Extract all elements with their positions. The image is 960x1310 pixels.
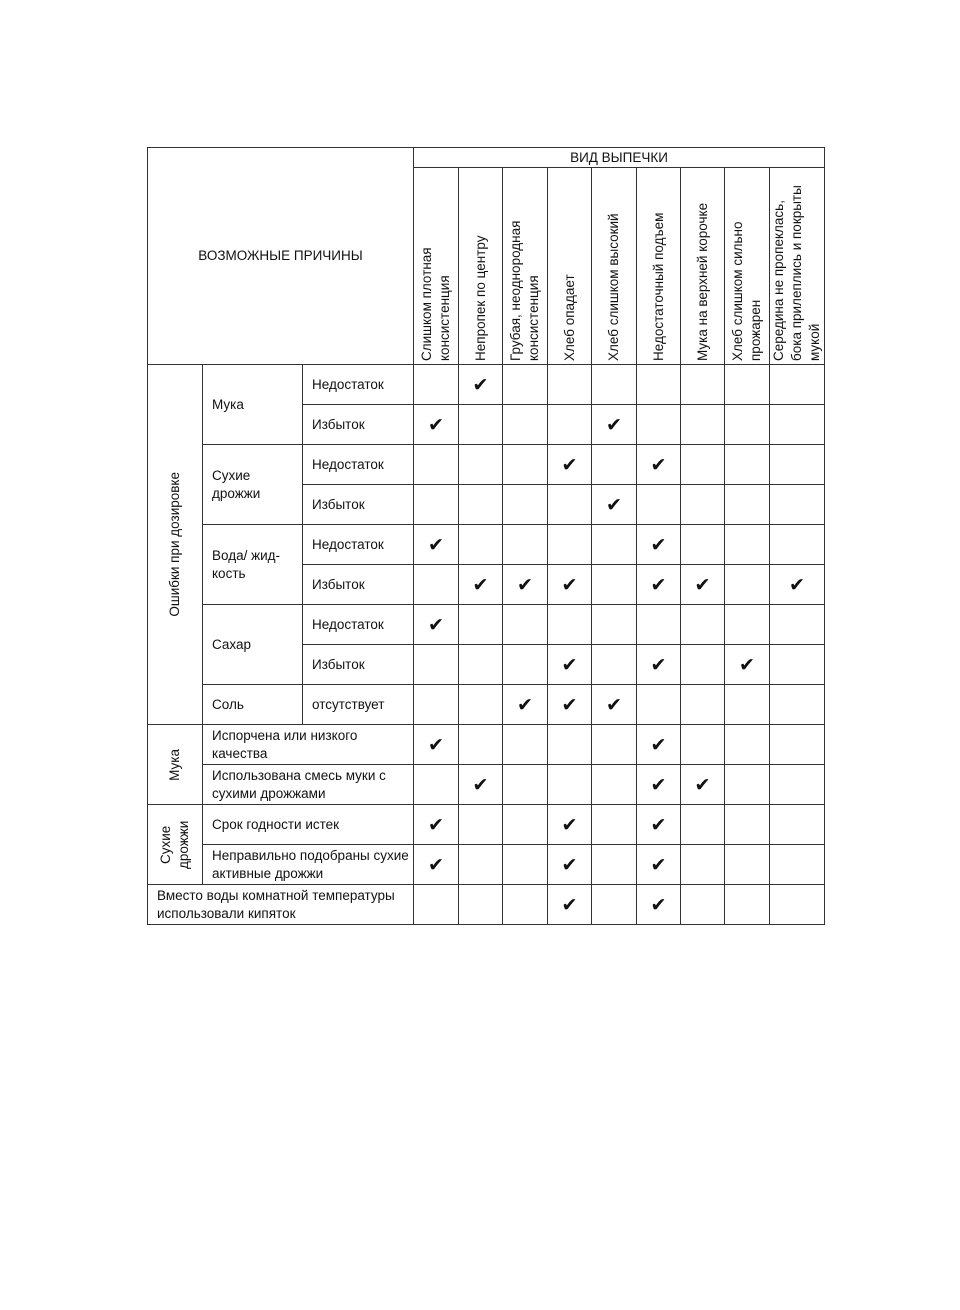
- empty-cell: [548, 365, 592, 405]
- empty-cell: [681, 885, 725, 925]
- empty-cell: [770, 525, 825, 565]
- table-row: [148, 845, 825, 885]
- check-mark-icon: ✔: [592, 485, 637, 525]
- empty-cell: [459, 445, 503, 485]
- empty-cell: [548, 405, 592, 445]
- check-mark-icon: ✔: [681, 565, 725, 605]
- state-shortage: Недостаток: [303, 605, 414, 645]
- item-dry-yeast: Сухие дрожжи: [203, 445, 303, 525]
- check-mark-icon: ✔: [592, 685, 637, 725]
- item-water: Вода/ жид-кость: [203, 525, 303, 605]
- check-mark-icon: ✔: [770, 565, 825, 605]
- empty-cell: [681, 645, 725, 685]
- check-mark-icon: ✔: [637, 725, 681, 765]
- empty-cell: [459, 805, 503, 845]
- check-mark-icon: ✔: [414, 605, 459, 645]
- empty-cell: [681, 365, 725, 405]
- check-mark-icon: ✔: [637, 765, 681, 805]
- group-dosage-errors: Ошибки при дозировке: [148, 365, 203, 725]
- empty-cell: [414, 485, 459, 525]
- item-salt: Соль: [203, 685, 303, 725]
- empty-cell: [592, 885, 637, 925]
- empty-cell: [548, 605, 592, 645]
- state-excess: Избыток: [303, 645, 414, 685]
- empty-cell: [503, 525, 548, 565]
- empty-cell: [770, 725, 825, 765]
- state-excess: Избыток: [303, 405, 414, 445]
- check-mark-icon: ✔: [548, 845, 592, 885]
- check-mark-icon: ✔: [548, 685, 592, 725]
- item-flour-yeast-mix: Использована смесь муки с сухими дрожжами: [203, 765, 414, 805]
- empty-cell: [503, 725, 548, 765]
- table-row: [148, 885, 825, 925]
- empty-cell: [681, 445, 725, 485]
- empty-cell: [592, 845, 637, 885]
- empty-cell: [459, 685, 503, 725]
- check-mark-icon: ✔: [414, 805, 459, 845]
- check-mark-icon: ✔: [414, 525, 459, 565]
- empty-cell: [725, 725, 770, 765]
- check-mark-icon: ✔: [459, 365, 503, 405]
- state-shortage: Недостаток: [303, 445, 414, 485]
- empty-cell: [548, 485, 592, 525]
- empty-cell: [503, 365, 548, 405]
- empty-cell: [592, 805, 637, 845]
- empty-cell: [414, 885, 459, 925]
- empty-cell: [770, 605, 825, 645]
- empty-cell: [681, 685, 725, 725]
- empty-cell: [592, 525, 637, 565]
- check-mark-icon: ✔: [637, 885, 681, 925]
- check-mark-icon: ✔: [637, 525, 681, 565]
- empty-cell: [725, 685, 770, 725]
- empty-cell: [770, 445, 825, 485]
- empty-cell: [459, 845, 503, 885]
- col-insufficient-rise: Недостаточный подъем: [637, 168, 681, 365]
- check-mark-icon: ✔: [592, 405, 637, 445]
- empty-cell: [459, 525, 503, 565]
- empty-cell: [725, 485, 770, 525]
- empty-cell: [414, 685, 459, 725]
- empty-cell: [548, 765, 592, 805]
- check-mark-icon: ✔: [414, 405, 459, 445]
- empty-cell: [725, 805, 770, 845]
- empty-cell: [592, 565, 637, 605]
- state-shortage: Недостаток: [303, 525, 414, 565]
- check-mark-icon: ✔: [459, 565, 503, 605]
- empty-cell: [459, 405, 503, 445]
- check-mark-icon: ✔: [681, 765, 725, 805]
- empty-cell: [725, 565, 770, 605]
- empty-cell: [681, 605, 725, 645]
- empty-cell: [459, 725, 503, 765]
- possible-causes-header: ВОЗМОЖНЫЕ ПРИЧИНЫ: [148, 148, 414, 365]
- item-flour: Мука: [203, 365, 303, 445]
- empty-cell: [725, 365, 770, 405]
- check-mark-icon: ✔: [637, 445, 681, 485]
- item-yeast-wrong: Неправильно подобраны сухие активные дрожжи: [203, 845, 414, 885]
- check-mark-icon: ✔: [548, 565, 592, 605]
- check-mark-icon: ✔: [459, 765, 503, 805]
- state-excess: Избыток: [303, 565, 414, 605]
- group-dry-yeast: Сухие дрожжи: [148, 805, 203, 885]
- empty-cell: [725, 605, 770, 645]
- empty-cell: [637, 485, 681, 525]
- empty-cell: [770, 645, 825, 685]
- empty-cell: [503, 605, 548, 645]
- empty-cell: [681, 845, 725, 885]
- empty-cell: [770, 365, 825, 405]
- empty-cell: [725, 445, 770, 485]
- empty-cell: [592, 645, 637, 685]
- empty-cell: [503, 765, 548, 805]
- check-mark-icon: ✔: [548, 645, 592, 685]
- empty-cell: [770, 885, 825, 925]
- empty-cell: [637, 685, 681, 725]
- check-mark-icon: ✔: [637, 645, 681, 685]
- item-yeast-expired: Срок годности истек: [203, 805, 414, 845]
- empty-cell: [681, 525, 725, 565]
- empty-cell: [592, 725, 637, 765]
- empty-cell: [681, 805, 725, 845]
- col-coarse-texture: Грубая, неоднородная консистенция: [503, 168, 548, 365]
- empty-cell: [414, 565, 459, 605]
- empty-cell: [548, 525, 592, 565]
- empty-cell: [592, 365, 637, 405]
- check-mark-icon: ✔: [637, 845, 681, 885]
- empty-cell: [459, 645, 503, 685]
- empty-cell: [770, 685, 825, 725]
- check-mark-icon: ✔: [637, 805, 681, 845]
- empty-cell: [414, 645, 459, 685]
- empty-cell: [414, 445, 459, 485]
- table-row: [148, 365, 825, 405]
- check-mark-icon: ✔: [548, 445, 592, 485]
- empty-cell: [592, 605, 637, 645]
- empty-cell: [770, 485, 825, 525]
- empty-cell: [725, 845, 770, 885]
- check-mark-icon: ✔: [414, 845, 459, 885]
- col-too-dense: Слишком плотная консистенция: [414, 168, 459, 365]
- check-mark-icon: ✔: [503, 685, 548, 725]
- empty-cell: [637, 405, 681, 445]
- empty-cell: [459, 485, 503, 525]
- empty-cell: [637, 605, 681, 645]
- empty-cell: [770, 805, 825, 845]
- col-middle-unbaked: Середина не пропеклась, бока прилеплись и покрыты мукой: [770, 168, 825, 365]
- empty-cell: [770, 405, 825, 445]
- state-shortage: Недостаток: [303, 365, 414, 405]
- empty-cell: [548, 725, 592, 765]
- empty-cell: [681, 405, 725, 445]
- item-sugar: Сахар: [203, 605, 303, 685]
- empty-cell: [770, 845, 825, 885]
- empty-cell: [681, 485, 725, 525]
- empty-cell: [414, 365, 459, 405]
- table-row: [148, 445, 825, 485]
- col-bread-too-high: Хлеб слишком высокий: [592, 168, 637, 365]
- item-boiling-water: Вместо воды комнатной температуры использовали кипяток: [148, 885, 414, 925]
- empty-cell: [414, 765, 459, 805]
- col-over-baked: Хлеб слишком сильно прожарен: [725, 168, 770, 365]
- empty-cell: [592, 765, 637, 805]
- table-row: [148, 805, 825, 845]
- item-flour-spoiled: Испорчена или низкого качества: [203, 725, 414, 765]
- empty-cell: [459, 885, 503, 925]
- empty-cell: [503, 445, 548, 485]
- table-row: [148, 725, 825, 765]
- table-row: [148, 605, 825, 645]
- empty-cell: [503, 845, 548, 885]
- empty-cell: [503, 405, 548, 445]
- table-row: [148, 765, 825, 805]
- check-mark-icon: ✔: [548, 885, 592, 925]
- col-underbaked-center: Непропек по центру: [459, 168, 503, 365]
- col-flour-on-crust: Мука на верхней корочке: [681, 168, 725, 365]
- empty-cell: [725, 525, 770, 565]
- empty-cell: [725, 405, 770, 445]
- empty-cell: [503, 645, 548, 685]
- empty-cell: [725, 885, 770, 925]
- table-row: [148, 685, 825, 725]
- check-mark-icon: ✔: [637, 565, 681, 605]
- check-mark-icon: ✔: [725, 645, 770, 685]
- check-mark-icon: ✔: [414, 725, 459, 765]
- col-bread-collapses: Хлеб опадает: [548, 168, 592, 365]
- empty-cell: [503, 885, 548, 925]
- empty-cell: [725, 765, 770, 805]
- state-absent: отсутствует: [303, 685, 414, 725]
- table-row: [148, 525, 825, 565]
- check-mark-icon: ✔: [503, 565, 548, 605]
- troubleshooting-table: [147, 147, 825, 925]
- empty-cell: [503, 805, 548, 845]
- bread-kind-header: ВИД ВЫПЕЧКИ: [414, 148, 825, 168]
- empty-cell: [592, 445, 637, 485]
- state-excess: Избыток: [303, 485, 414, 525]
- empty-cell: [770, 765, 825, 805]
- empty-cell: [503, 485, 548, 525]
- group-flour: Мука: [148, 725, 203, 805]
- empty-cell: [459, 605, 503, 645]
- empty-cell: [637, 365, 681, 405]
- check-mark-icon: ✔: [548, 805, 592, 845]
- empty-cell: [681, 725, 725, 765]
